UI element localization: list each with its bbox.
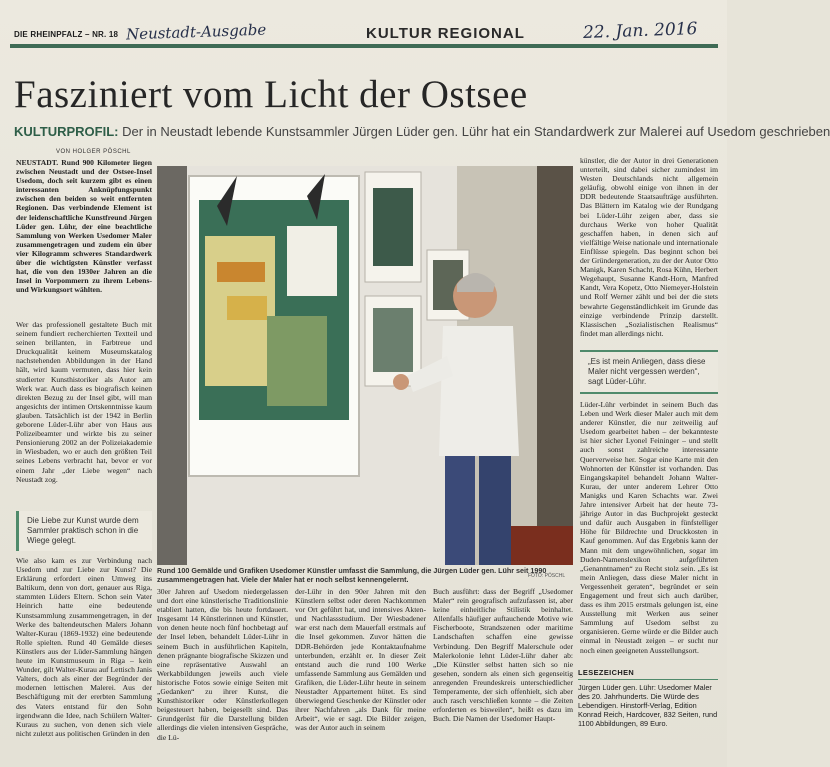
pull-quote-2: „Es ist mein Anliegen, dass diese Maler nicht vergessen werden“, sagt Lüder-Lühr. (580, 350, 718, 394)
headline: Fasziniert vom Licht der Ostsee (14, 73, 528, 116)
article-col5-bottom: Lüder-Lühr verbindet in seinem Buch das Leben und Werk dieser Maler auch mit dem anderer Künstler, die nur zeitweilig auf Usedom gearbeitet haben – der bekannteste ist hier sicher Lyonel Feininger – und stellt auch sonst zahlreiche interessante Querverweise her. Sogar eine Karte mit den Wohnorten der Künstler ist vorhanden. Das Eingangskapitel behandelt Johann Walter-Kurau, der unter anderem Lehrer Otto Manigks und Karen Schachts war. Zwei Jahre intensiver Arbeit hat der heute 73-jährige Autor in das Buchprojekt gesteckt und dafür auch Ausgaben in fünfstelliger Höhe für Bildrechte und Druckkosten in Kauf genommen. Auf das Ergebnis kann der Mann mit dem ungewöhnlichen, sogar im Duden-Namenslexikon aufgeführten „Genanntnamen“ zu Recht stolz sein. „Es ist mein Anliegen, dass diese Maler nicht in Vergessenheit geraten“, begründet er sein Engagement und freut sich auch darüber, dass es ihm 2015 erstmals gelungen ist, eine Ausstellung mit Werken aus seiner Sammlung auf Usedom selbst zu organisieren. Gerne würde er die Bilder auch einmal in Neustadt zeigen – er sucht nur noch einen geeigneten Ausstellungsort. (580, 400, 718, 655)
article-col1-body: Wer das professionell gestaltete Buch mit seinem fundiert recherchierten Textteil und seinen brillanten, in Farbtreue und Druckqualität keinem Museumskatalog nachstehenden Abbildungen in der Hand hält, wird kaum vermuten, dass hier kein studierter Kunsthistoriker als Autor am Werk war. Auch dass es biografisch keinen direkten Bezug zu der Insel gibt, will man angesichts der intimen Ortskenntnisse kaum glauben. Tatsächlich ist der 1942 in Berlin geborene Lüder-Lühr aber von Haus aus Polizeibeamter und wirkte bis zu seiner Pensionierung 2002 an der Polizeiakademie in Wiesbaden, wo er auch den größten Teil seines Lebens verbracht hat, bevor er vor einem Jahr „der Liebe wegen“ nach Neustadt zog. (16, 320, 152, 484)
handwritten-date: 22. Jan. 2016 (582, 19, 698, 43)
book-details: Jürgen Lüder gen. Lühr: Usedomer Maler des 20. Jahrhunderts. Die Würde des Lebendigen. Hinstorff-Verlag, Edition Konrad Reich, Hardcover, 832 Seiten, rund 1100 Abbildungen, 89 Euro. (578, 683, 718, 728)
article-col2: 30er Jahren auf Usedom niedergelassen und dort eine künstlerische Traditionslinie etabliert hatten, die bis heute fortdauert. Insgesamt 14 Künstlerinnen und Künstler, von denen heute noch fünf hochbetagt auf der Insel leben, behandelt Lüder-Lühr in seinem Buch in ausführlichen Kapiteln, denen prägnante biografische Skizzen und eine repräsentative Auswahl an Werkabbildungen jeweils auch viele historische Fotos sowie einige Seiten mit „Gedanken“ zu ihrer Kunst, die Kunsthistoriker oder Künstlerkollegen beigesteuert haben, beigesellt sind. Das Grundgerüst für die Darstellung bilden allerdings die vielen intensiven Gespräche, die Lü- (157, 587, 288, 742)
article-photo (157, 166, 573, 565)
article-col4: Buch ausführt: dass der Begriff „Usedomer Maler“ rein geografisch aufzufassen ist, aber keine einheitliche Stilistik beinhaltet. Allenfalls häufiger auftauchende Motive wie Fischerboote, Strandszenen oder maritime Landschaften schaffen eine gewisse Verbindung. Den Begriff Malerschule oder Malerkolonie lehnt Lüder-Lühr daher ab: „Die Künstler selbst hatten sich so nie gesehen, sondern als einen sich gegenseitig anregenden Freundeskreis unterschiedlicher Temperamente, der sich offenhielt, sich aber auch rasch verschließen konnte – die Zeiten erforderten es bisweilen“, heißt es dazu im Buch. Die Namen der Usedomer Haupt- (433, 587, 573, 724)
page-header (8, 19, 720, 44)
book-info-box (578, 668, 718, 728)
header-rule (10, 44, 718, 48)
pull-quote-1: Die Liebe zur Kunst wurde dem Sammler praktisch schon in die Wiege gelegt. (16, 511, 152, 551)
article-col1-bottom: Wie also kam es zur Verbindung nach Usedom und zur Liebe zur Kunst? Die Erklärung erfordert einen Umweg ins Baltikum, denn von dort, genauer aus Riga, stammten Lüders Eltern. Schon sein Vater Heinrich hatte eine bedeutende Kunstsammlung zusammengetragen, in der Werke des baltendeutschen Malers Johann Walter-Kurau (1869-1932) eine bedeutende Rolle spielten. Rund 40 Gemälde dieses Künstlers aus der Lüder-Sammlung hängen heute im Kunstmuseum in Riga – kein Wunder, gilt Walter-Kurau auf Lettisch Janis Valters, doch als einer der Begründer der modernen lettischen Malerei. Aus der Beschäftigung mit der ererbten Sammlung des Vaters entstand für den Sohn irgendwann die Idee, nach Schülern Walter-Kuraus zu suchen, von denen sich viele nicht zuletzt aus politischen Gründen in den (16, 556, 152, 738)
newspaper-name: DIE RHEINPFALZ – NR. 18 (14, 30, 119, 39)
handwritten-edition-note: Neustadt-Ausgabe (125, 20, 267, 44)
kicker-label: KULTURPROFIL: (14, 124, 119, 139)
article-col3: der-Lühr in den 90er Jahren mit den Künstlern selbst oder deren Nachkommen vor Ort geführt hat, und intensives Akten- und Nachlassstudium. Der Wiesbadener war erst nach dem Mauerfall erstmals auf die Insel gekommen. Zuvor hätten die DDR-Behörden jede Kontaktaufnahme unterbunden, erzählt er. In dieser Zeit entstand auch die rund 100 Werke umfassende Sammlung aus Gemälden und Grafiken, die Lüder-Lühr heute in seinem Neustadter Appartement hütet. Es sind überwiegend Geschenke der Künstler oder ihrer Nachfahren „als Dank für meine Arbeit“, wie er sagt. Die Bilder zeigen, was der Autor auch in seinem (295, 587, 426, 733)
book-box-title: LESEZEICHEN (578, 668, 718, 680)
article-lead: NEUSTADT. Rund 900 Kilometer liegen zwischen Neustadt und der Ostsee-Insel Usedom, doch seit kurzem gibt es einen interessanten Anknüpfungspunkt zwischen den beiden so weit entfernten Regionen. Das verbindende Element ist der leidenschaftliche Kunstfreund Jürgen Lüder gen. Lühr, der eine beachtliche Sammlung von Werken Usedomer Maler zusammengetragen und zudem ein über vier Kilogramm schweres Standardwerk über die wichtigsten Künstler verfasst hat, die von den 1930er Jahren an die Insel in Vorpommern zu ihrem Lebens- und Wirkungsort wählten. (16, 158, 152, 295)
section-title: KULTUR REGIONAL (366, 25, 525, 42)
photo-credit: FOTO: PÖSCHL (528, 573, 566, 579)
kicker (14, 124, 830, 139)
article-col5-top: künstler, die der Autor in drei Generationen unterteilt, sind dabei sicher zumindest im Westen Deutschlands nicht allgemein geläufig, obwohl einige von ihnen in der DDR bedeutende Staatsaufträge ausführten. Das Blättern im Katalog wie der Rundgang bei Lüder-Lühr zeigen aber, dass sie durchaus Werke von hoher Qualität geschaffen haben, in denen sich auf vielfältige Weise nationale und internationale Einflüsse spiegeln. Das beginnt schon bei der Gründergeneration, zu der der Autor Otto Manigk, Karen Schacht, Rosa Kühn, Herbert Wegehaupt, Susanne Kandt-Horn, Manfred Kandt, Vera Kopetz, Otto Niemeyer-Holstein und Rolf Werner zählt und bei der die stets bewahrte Gegenständlichkeit im Grunde das einzige verbindende Prinzip darstellt. Klassischen „Sozialistischen Realismus“ findet man allerdings nicht. (580, 156, 718, 338)
photo-caption: Rund 100 Gemälde und Grafiken Usedomer Künstler umfasst die Sammlung, die Jürgen Lüder gen. Lühr seit 1990 zusammengetragen hat. Viele der Maler hat er noch selbst kennengelernt. (157, 566, 547, 584)
photo-scene (157, 166, 573, 565)
byline: VON HOLGER PÖSCHL (56, 149, 131, 155)
kicker-text: Der in Neustadt lebende Kunstsammler Jürgen Lüder gen. Lühr hat ein Standardwerk zur Malerei auf Usedom geschrieben (118, 124, 830, 139)
